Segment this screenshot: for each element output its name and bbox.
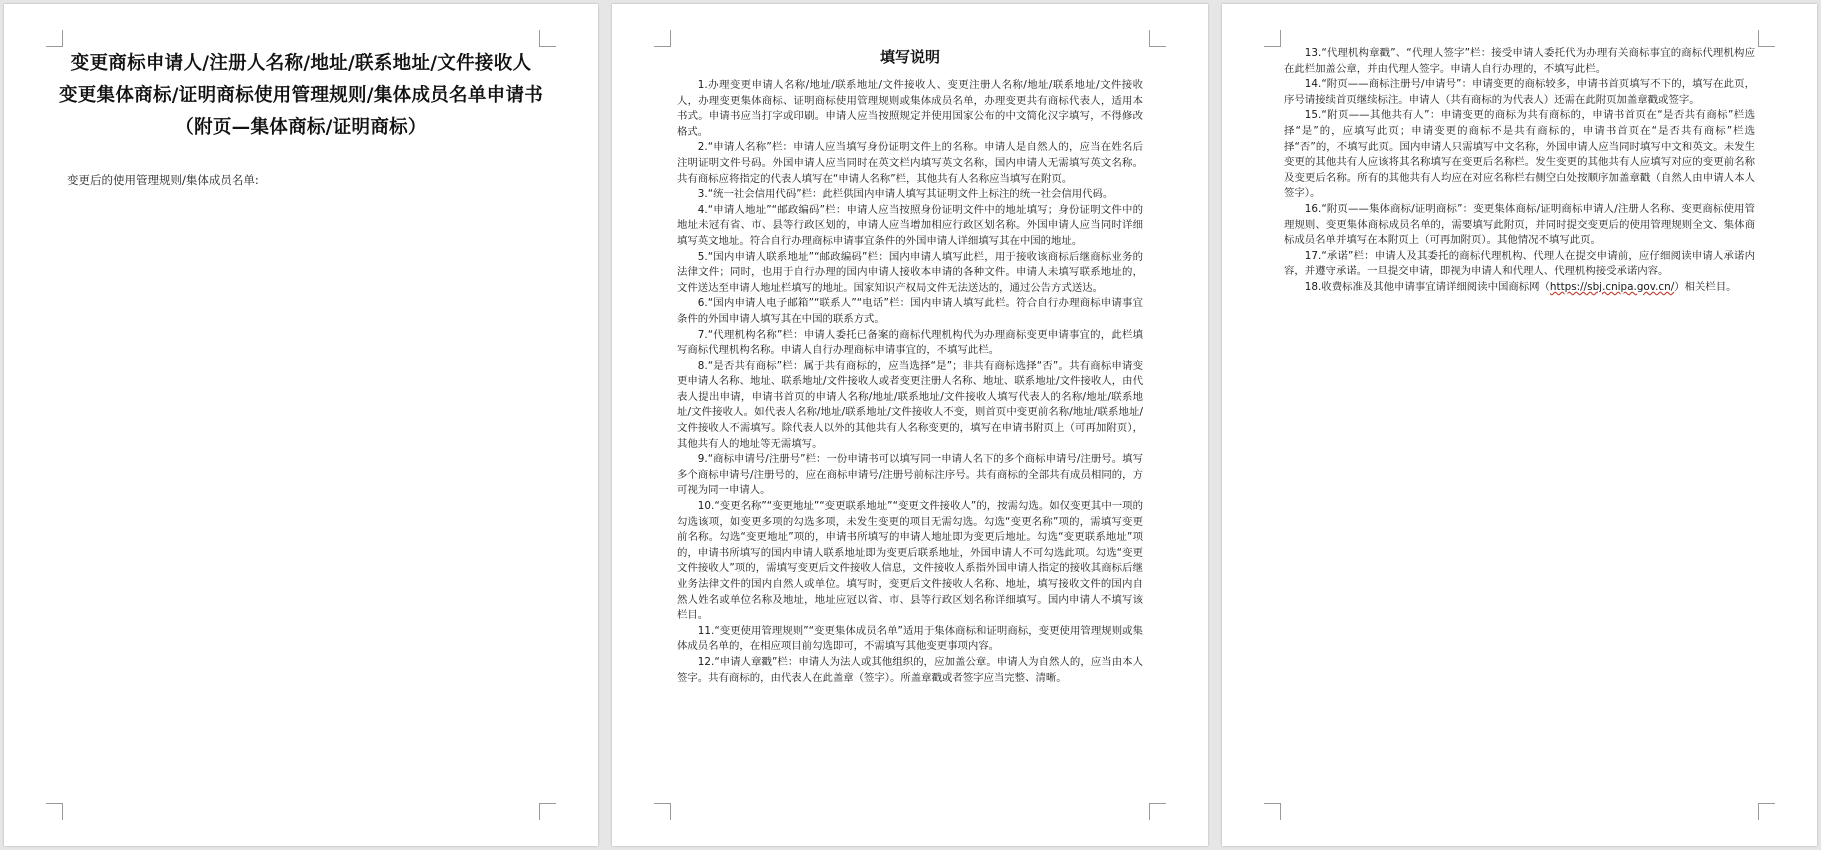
instruction-paragraph-6: 6.“国内申请人电子邮箱”“联系人”“电话”栏：国内申请人填写此栏。符合自行办理商标申请事宜条件的外国申请人填写其在中国的联系方式。: [677, 297, 1143, 325]
fee-text-suffix: ）相关栏目。: [1674, 280, 1737, 293]
instruction-paragraph-7: 7.“代理机构名称”栏：申请人委托已备案的商标代理机构代为办理商标变更申请事宜的，此栏填写商标代理机构名称。申请人自行办理商标申请事宜的，不填写此栏。: [677, 328, 1143, 357]
instruction-paragraph-13: 13.“代理机构章戳”、“代理人签字”栏：接受申请人委托代为办理有关商标事宜的商标代理机构应在此栏加盖公章，并由代理人签字。申请人自行办理的，不填写此栏。: [1284, 47, 1755, 75]
fee-text-prefix: 18.收费标准及其他申请事宜请详细阅读中国商标网（: [1304, 280, 1550, 293]
crop-mark-bottom-left: [46, 803, 63, 820]
crop-mark-bottom-left: [1264, 803, 1281, 820]
instruction-paragraph-11: 11.“变更使用管理规则”“变更集体成员名单”适用于集体商标和证明商标，变更使用管理规则或集体成员名单的，在相应项目前勾选即可，不需填写其他变更事项内容。: [677, 624, 1143, 653]
instruction-paragraph-15: 15.“附页——其他共有人”：申请变更的商标为共有商标的，申请书首页在“是否共有商标”栏选择“是”的，应填写此页；申请变更的商标不是共有商标的，申请书首页在“是否共有商标”栏选择“否”的，不填写此页。国内申请人只需填写中文名称，外国申请人应当同时填写中文和英文。未发生变更的其他共有人应该将其名称填写在变更后名称栏。发生变更的其他共有人应填写对应的变更前名称及变更后名称。所有的其他共有人均应在对应名称栏右侧空白处按顺序加盖章戳（自然人由申请人本人签字）。: [1284, 109, 1755, 200]
instruction-paragraph-2: 2.“申请人名称”栏：申请人应当填写身份证明文件上的名称。申请人是自然人的，应当在姓名后注明证明文件号码。外国申请人应当同时在英文栏内填写英文名称，国内申请人无需填写英文名称。共有商标应将指定的代表人填写在“申请人名称”栏，其他共有人名称应当填写在附页。: [677, 141, 1143, 185]
crop-mark-bottom-right: [1149, 803, 1166, 820]
instructions-title: 填写说明: [879, 48, 940, 66]
crop-mark-top-left: [654, 30, 671, 47]
crop-mark-bottom-right: [539, 803, 556, 820]
instruction-paragraph-16: 16.“附页——集体商标/证明商标”：变更集体商标/证明商标申请人/注册人名称、变更商标使用管理规则、变更集体商标成员名单的，需要填写此附页，并同时提交变更后的使用管理规则全文、集体商标成员名单并填写在本附页上（可再加附页）。其他情况不填写此页。: [1284, 202, 1755, 247]
document-page-1: [4, 4, 598, 846]
instruction-paragraph-3: 3.“统一社会信用代码”栏：此栏供国内申请人填写其证明文件上标注的统一社会信用代码。: [697, 188, 1114, 201]
crop-mark-top-right: [1758, 30, 1775, 47]
instruction-paragraph-1: 1.办理变更申请人名称/地址/联系地址/文件接收人、变更注册人名称/地址/联系地址/文件接收人，办理变更集体商标、证明商标使用管理规则或集体成员名单，办理变更共有商标代表人，适用本书式。申请书应当打字或印刷。申请人应当按照规定并使用国家公布的中文简化汉字填写，不得修改格式。: [677, 79, 1143, 138]
crop-mark-top-right: [539, 30, 556, 47]
instruction-paragraph-4: 4.“申请人地址”“邮政编码”栏：申请人应当按照身份证明文件中的地址填写；身份证明文件中的地址未冠有省、市、县等行政区划的，申请人应当增加相应行政区划名称。外国申请人应当同时详细填写英文地址。符合自行办理商标申请事宜条件的外国申请人详细填写其在中国的地址。: [677, 203, 1143, 247]
document-page-2: [612, 4, 1208, 846]
crop-mark-top-left: [1264, 30, 1281, 47]
title-line-2: 变更集体商标/证明商标使用管理规则/集体成员名单申请书: [58, 85, 544, 106]
crop-mark-top-right: [1149, 30, 1166, 47]
document-page-3: [1222, 4, 1817, 846]
instructions-body-continued: [1284, 46, 1755, 296]
title-line-3: （附页—集体商标/证明商标）: [175, 117, 427, 138]
instruction-paragraph-10: 10.“变更名称”“变更地址”“变更联系地址”“变更文件接收人”的，按需勾选。如仅变更其中一项的勾选该项，如变更多项的勾选多项，未发生变更的项目无需勾选。勾选“变更名称”项的，需填写变更前名称。勾选“变更地址”项的，申请书所填写的申请人地址即为变更后地址。勾选“变更联系地址”项的，申请书所填写的国内申请人联系地址即为变更后联系地址，外国申请人不可勾选此项。勾选“变更文件接收人”项的，需填写变更后文件接收人信息，文件接收人系指外国申请人指定的接收其商标后继业务法律文件的国内自然人或单位。填写时，变更后文件接收人名称、地址，填写接收文件的国内自然人姓名或单位名称及地址，地址应冠以省、市、县等行政区划名称详细填写。国内申请人不填写该栏目。: [677, 500, 1143, 622]
instruction-paragraph-14: 14.“附页——商标注册号/申请号”：申请变更的商标较多，申请书首页填写不下的，填写在此页，序号请接续首页继续标注。申请人（共有商标的为代表人）还需在此附页加盖章戳或签字。: [1284, 78, 1755, 106]
crop-mark-top-left: [46, 30, 63, 47]
crop-mark-bottom-left: [654, 803, 671, 820]
application-title: [54, 48, 548, 144]
instruction-paragraph-12: 12.“申请人章戳”栏：申请人为法人或其他组织的，应加盖公章。申请人为自然人的，应当由本人签字。共有商标的，由代表人在此盖章（签字）。所盖章戳或者签字应当完整、清晰。: [677, 655, 1143, 684]
instruction-paragraph-5: 5.“国内申请人联系地址”“邮政编码”栏：国内申请人填写此栏，用于接收该商标后继商标业务的法律文件；同时，也用于自行办理的国内申请人接收本申请的各种文件。申请人未填写联系地址的，文件送达至申请人地址栏填写的地址。国家知识产权局文件无法送达的，通过公告方式送达。: [677, 250, 1143, 294]
crop-mark-bottom-right: [1758, 803, 1775, 820]
instruction-paragraph-18: [1284, 280, 1755, 296]
instruction-paragraph-8: 8.“是否共有商标”栏：属于共有商标的，应当选择“是”；非共有商标选择“否”。共有商标申请变更申请人名称、地址、联系地址/文件接收人或者变更注册人名称、地址、联系地址/文件接收人，由代表人提出申请，申请书首页的申请人名称/地址/联系地址/文件接收人填写代表人的名称/地址/联系地址/文件接收人。如代表人名称/地址/联系地址/文件接收人不变，则首页中变更前名称/地址/联系地址/文件接收人不需填写。除代表人以外的其他共有人名称变更的，填写在申请书附页上（可再加附页），其他共有人的地址等无需填写。: [677, 359, 1143, 450]
rules-member-list-label: 变更后的使用管理规则/集体成员名单:: [67, 173, 259, 187]
instructions-body: [677, 78, 1143, 686]
title-line-1: 变更商标申请人/注册人名称/地址/联系地址/文件接收人: [70, 53, 532, 74]
instruction-paragraph-17: 17.“承诺”栏：申请人及其委托的商标代理机构、代理人在提交申请前，应仔细阅读申请人承诺内容，并遵守承诺。一旦提交申请，即视为申请人和代理人、代理机构接受承诺内容。: [1284, 249, 1755, 278]
trademark-website-link[interactable]: https://sbj.cnipa.gov.cn/: [1549, 280, 1675, 293]
instruction-paragraph-9: 9.“商标申请号/注册号”栏：一份申请书可以填写同一申请人名下的多个商标申请号/注册号。填写多个商标申请号/注册号的，应在商标申请号/注册号前标注序号。共有商标的全部共有成员相同的，方可视为同一申请人。: [677, 453, 1143, 497]
